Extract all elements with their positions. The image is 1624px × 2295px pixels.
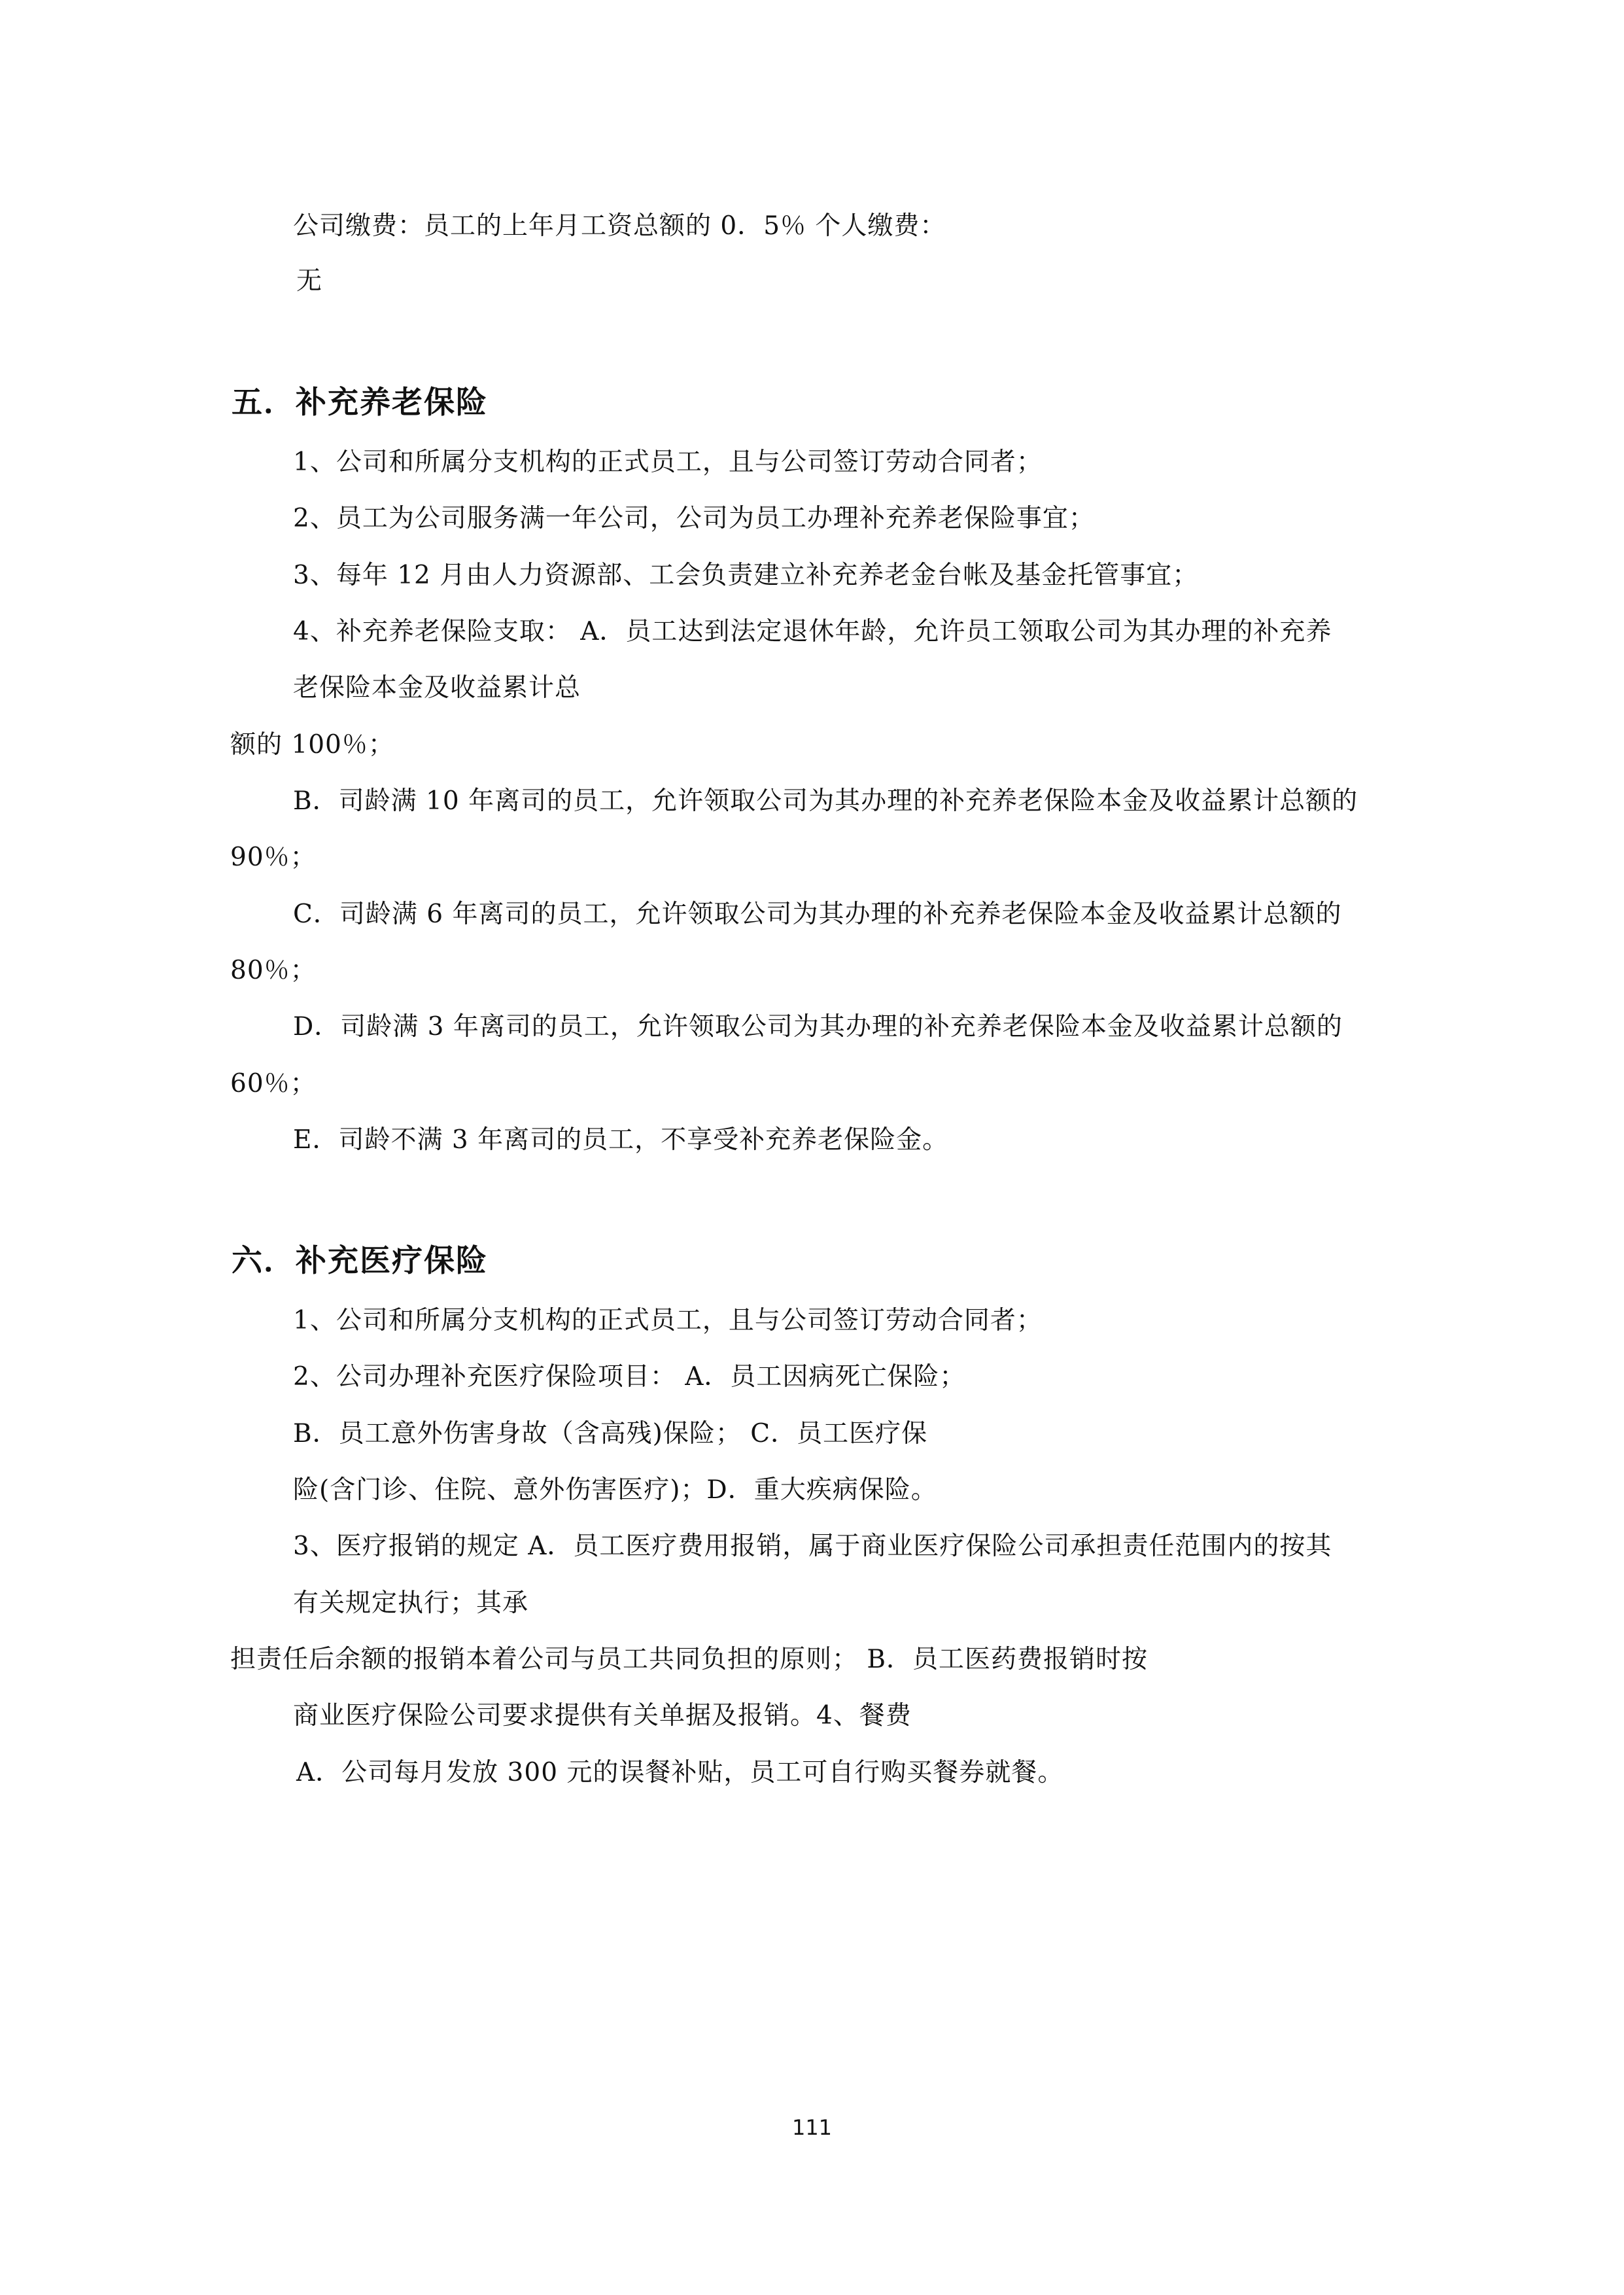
text-line: D．司龄满 3 年离司的员工，允许领取公司为其办理的补充养老保险本金及收益累计总额的 [293,1012,1343,1042]
text-line: 额的 100％； [230,730,394,760]
text-line: 1、公司和所属分支机构的正式员工，且与公司签订劳动合同者； [293,447,1043,477]
section-heading: 六．补充医疗保险 [232,1243,488,1279]
text-line: 公司缴费：员工的上年月工资总额的 0．5％ 个人缴费： [293,211,946,241]
text-line: 2、员工为公司服务满一年公司，公司为员工办理补充养老保险事宜； [293,504,1095,533]
text-line: C．司龄满 6 年离司的员工，允许领取公司为其办理的补充养老保险本金及收益累计总额的 [293,900,1342,929]
section-heading: 五．补充养老保险 [232,385,488,421]
text-line: 80％； [230,956,317,985]
page-number: 111 [791,2115,833,2140]
text-line: 担责任后余额的报销本着公司与员工共同负担的原则； B．员工医药费报销时按 [230,1645,1149,1674]
text-line: 4、补充养老保险支取： A．员工达到法定退休年龄，允许员工领取公司为其办理的补充养 [293,617,1332,646]
text-line: 有关规定执行；其承 [293,1588,529,1618]
text-line: B．司龄满 10 年离司的员工，允许领取公司为其办理的补充养老保险本金及收益累计总额的 [293,786,1358,816]
text-line: 3、每年 12 月由人力资源部、工会负责建立补充养老金台帐及基金托管事宜； [293,561,1199,590]
text-line: E．司龄不满 3 年离司的员工，不享受补充养老保险金。 [293,1125,949,1155]
text-line: 60％； [230,1069,317,1098]
text-line: 老保险本金及收益累计总 [293,673,581,703]
text-line: 商业医疗保险公司要求提供有关单据及报销。4、餐费 [293,1701,912,1730]
text-line: 3、医疗报销的规定 A．员工医疗费用报销，属于商业医疗保险公司承担责任范围内的按其 [293,1532,1332,1561]
text-line: 险(含门诊、住院、意外伤害医疗)；D．重大疾病保险。 [293,1475,937,1505]
text-line: A．公司每月发放 300 元的误餐补贴，员工可自行购买餐券就餐。 [296,1758,1064,1787]
text-line: 1、公司和所属分支机构的正式员工，且与公司签订劳动合同者； [293,1306,1043,1335]
text-line: 无 [296,266,323,296]
text-line: 2、公司办理补充医疗保险项目： A．员工因病死亡保险； [293,1362,966,1392]
text-line: B．员工意外伤害身故（含高残)保险； C．员工医疗保 [293,1419,928,1448]
text-line: 90％； [230,843,317,872]
